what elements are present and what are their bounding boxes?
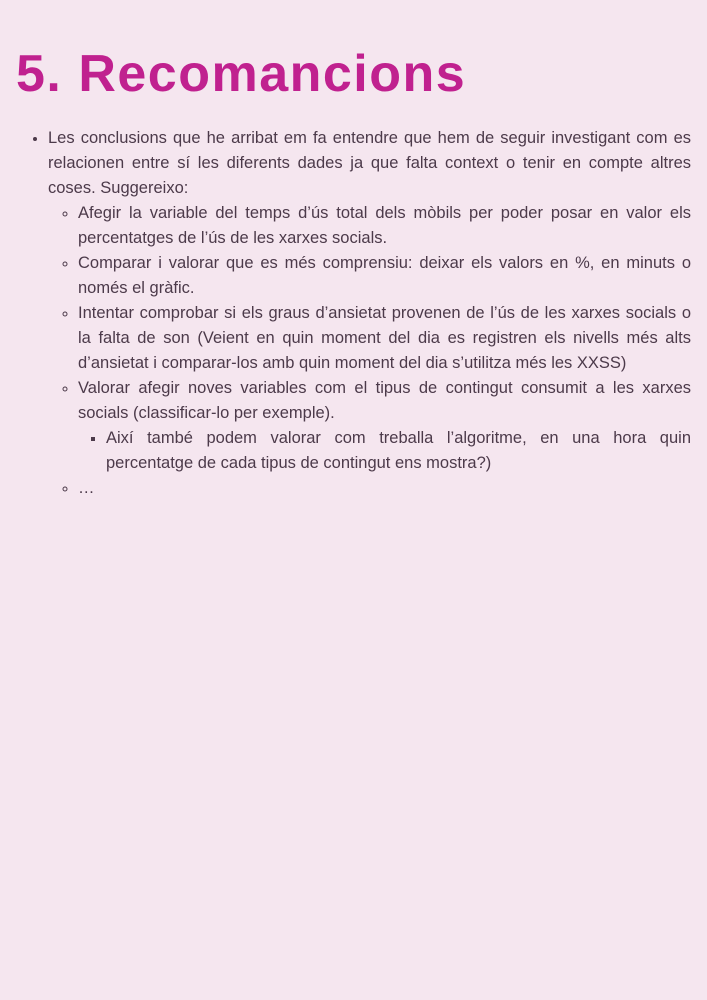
list-item <box>78 251 691 301</box>
list-item-text: Afegir la variable del temps d’ús total dels mòbils per poder posar en valor els percentatges de l’ús de les xarxes socials. <box>78 204 691 247</box>
list-item-text: Intentar comprobar si els graus d’ansietat provenen de l’ús de les xarxes socials o la falta de son (Veient en quin moment del dia es registren els nivells més alts d’ansietat i comparar-los amb quin moment del dia s’utilitza més les XXSS) <box>78 304 691 372</box>
list-item-text: … <box>78 479 95 497</box>
nested-sublist <box>78 426 691 476</box>
list-item-text: Així també podem valorar com treballa l’algoritme, en una hora quin percentatge de cada tipus de contingut ens mostra?) <box>106 429 691 472</box>
list-item-text: Les conclusions que he arribat em fa entendre que hem de seguir investigant com es relacionen entre sí les diferents dades ja que falta context o tenir en compte altres coses. Suggereixo: <box>48 129 691 197</box>
list-item <box>106 426 691 476</box>
list-item-text: Valorar afegir noves variables com el tipus de contingut consumit a les xarxes socials (classificar-lo per exemple). <box>78 379 691 422</box>
list-item <box>48 126 691 501</box>
page-title: 5. Recomancions <box>16 45 467 103</box>
recommendations-list <box>16 126 691 501</box>
suggestions-sublist <box>48 201 691 501</box>
list-item-text: Comparar i valorar que es més comprensiu: deixar els valors en %, en minuts o només el gràfic. <box>78 254 691 297</box>
list-item <box>78 376 691 476</box>
list-item <box>78 301 691 376</box>
list-item <box>78 201 691 251</box>
list-item <box>78 476 691 501</box>
